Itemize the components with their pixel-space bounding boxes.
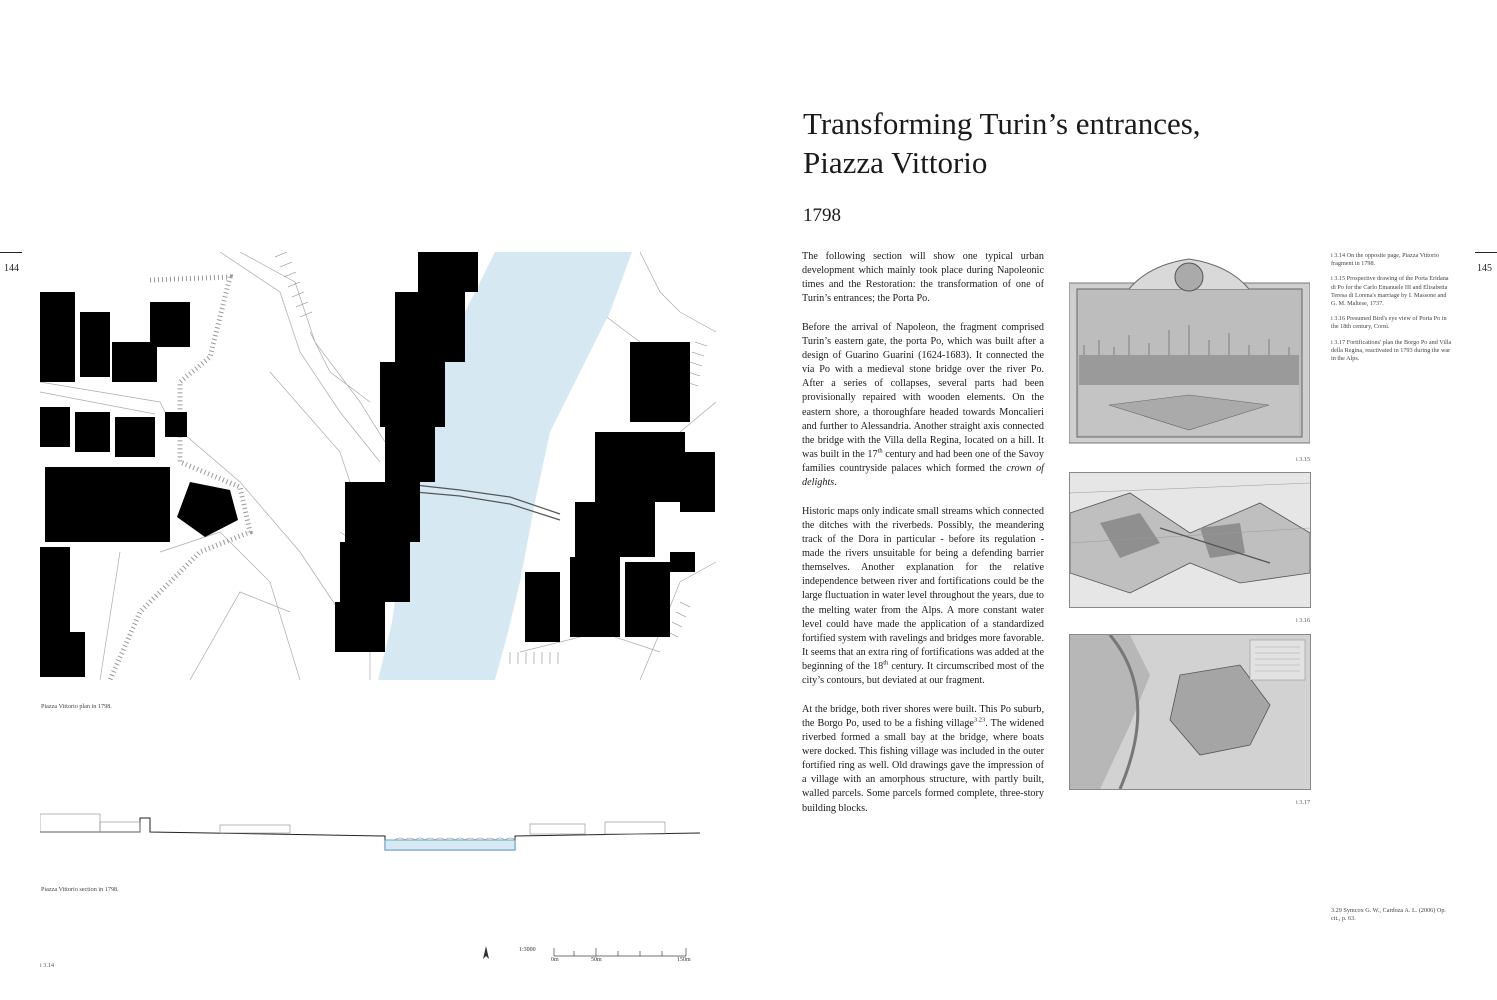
paragraph-2-part-a: Before the arrival of Napoleon, the fragment comprised Turin’s eastern gate, the porta Po, which was built after a design of Guarino Guarini (1624-1683). It connected the via Po with a medieval stone bridge over the river Po. After a series of collapses, several parts had been provisionally repaired with wooden elements. On the eastern shore, a thoroughfare headed towards Moncalieri and further to Alessandria. Another straight axis connected the bridge with the Villa della Regina, located on a hill. It was built in the 17 <box>802 321 1044 461</box>
footnote-ref-sup: 3.23 <box>973 716 986 724</box>
right-page-rule <box>1475 252 1497 253</box>
scale-tick-50: 50m <box>591 957 602 963</box>
side-notes <box>1331 252 1453 370</box>
paragraph-3-part-b: century. It circumscribed most of the city’s contours, but deviated at our fragment. <box>802 661 1044 687</box>
side-note-3-15: i 3.15 Prospective drawing of the Porta Eridana di Po for the Carlo Emanuele III and Elisabetta Teresa di Lorena's marriage by I. Massone and G. M. Maltese, 1737. <box>1331 275 1449 308</box>
plan-caption: Piazza Vittorio plan in 1798. <box>41 703 112 710</box>
scale-tick-0: 0m <box>551 957 559 963</box>
right-page-number: 145 <box>1477 263 1492 274</box>
fig16-label: i 3.16 <box>1296 617 1311 624</box>
paragraph-4-part-b: . The widened riverbed formed a small bay at the bridge, where boats were docked. This fishing village was included in the outer fortified ring as well. Old drawings gave the impression of a village with an amorphous structure, with partly built, walled parcels. Some parcels formed complete, three-story building blocks. <box>802 717 1045 814</box>
paragraph-2 <box>802 321 1044 491</box>
paragraph-1: The following section will show one typical urban development which mainly took place during Napoleonic times and the Restoration: the transformation of one of Turin’s entrances; the Porta Po. <box>802 251 1044 305</box>
title-line-1: Transforming Turin’s entrances, <box>803 106 1201 141</box>
section-year: 1798 <box>803 205 841 226</box>
paragraph-4-part-a: At the bridge, both river shores were built. This Po suburb, the Borgo Po, used to be a fishing village <box>802 703 1044 729</box>
west-buildings <box>40 292 238 677</box>
paragraph-4 <box>802 703 1044 816</box>
fig17-label: i 3.17 <box>1296 799 1311 806</box>
body-text <box>802 250 1044 830</box>
scale-ratio: 1:3000 <box>519 947 536 953</box>
scale-bar <box>552 945 688 957</box>
paragraph-3 <box>802 505 1044 689</box>
paragraph-3-part-a: Historic maps only indicate small streams which connected the ditches with the riverbeds. Possibly, the meandering track of the Dora in particular - before its regulation - made the rivers unsuitable for being a defending barrier themselves. Another explanation for the relative independence between river and fortifications could be the large fluctuation in water level throughout the years, due to the melting water from the Alps. A more constant water level could have made the application of a standardized fortified system with ravelings and bridges more favorable. It seems that an extra ring of fortifications was added at the beginning of the 18 <box>802 505 1044 673</box>
fig-3-17-fortifications-plan <box>1069 634 1311 790</box>
paragraph-2-sup: th <box>877 447 883 455</box>
piazza-vittorio-section-drawing <box>40 800 700 860</box>
fig-3-15-porta-eridana-drawing <box>1069 255 1310 445</box>
paragraph-2-part-b: century and had been one of the Savoy families countryside palaces which formed the <box>802 449 1044 475</box>
side-note-3-16: i 3.16 Presumed Bird's eye view of Porta Po in the 18th century, Cornì. <box>1331 315 1447 331</box>
side-note-3-14: i 3.14 On the opposite page, Piazza Vittorio fragment in 1798. <box>1331 252 1439 268</box>
side-note-3-17: i 3.17 Fortifications' plan the Borgo Po and Villa della Regina, reactivated in 1793 during the war in the Alps. <box>1331 338 1452 363</box>
section-elevations <box>40 814 665 840</box>
scale-tick-150: 150m <box>677 957 691 963</box>
north-arrow-icon <box>480 945 492 961</box>
page-title <box>803 104 1403 182</box>
paragraph-2-part-c: . <box>834 477 837 489</box>
paragraph-3-sup: th <box>883 659 889 667</box>
title-line-2: Piazza Vittorio <box>803 145 988 180</box>
fig-3-16-birds-eye-view <box>1069 472 1311 608</box>
piazza-vittorio-plan-map <box>40 252 716 680</box>
footnote: 3.29 Symcox G. W., Cardoza A. L. (2006) Op. cit., p. 63. <box>1331 907 1446 923</box>
left-page-rule <box>0 252 22 253</box>
fig14-label: i 3.14 <box>40 962 55 969</box>
fig15-label: i 3.15 <box>1296 456 1311 463</box>
left-page-number: 144 <box>4 263 19 274</box>
section-caption: Piazza Vittorio section in 1798. <box>41 886 119 893</box>
crown-of-delights-italic: crown of delights <box>802 463 1044 489</box>
section-river-water <box>385 840 515 850</box>
